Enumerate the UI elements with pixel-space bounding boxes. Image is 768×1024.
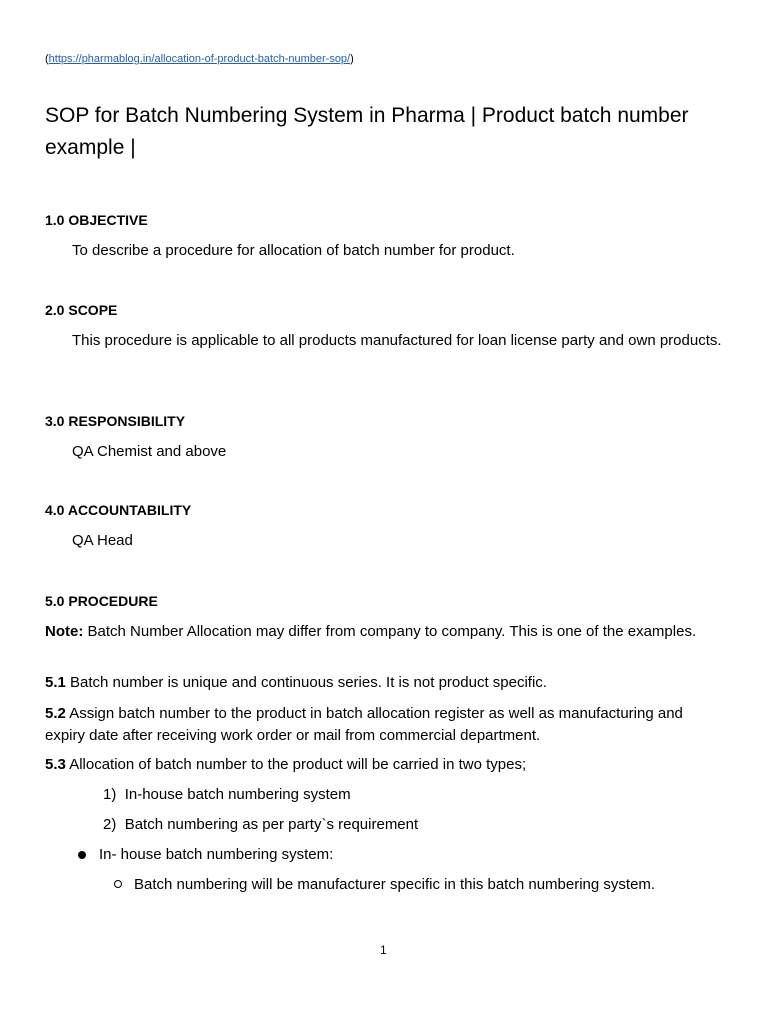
list-number: 2) xyxy=(103,816,117,833)
step-number: 5.3 xyxy=(45,756,66,773)
step-text: Allocation of batch number to the product will be carried in two types; xyxy=(65,756,527,773)
note-text: Batch Number Allocation may differ from company to company. This is one of the examples. xyxy=(83,623,697,640)
numbered-list-item xyxy=(103,784,351,806)
page-number: 1 xyxy=(380,943,387,957)
procedure-step-5-2 xyxy=(45,703,725,747)
sub-bullet-item: Batch numbering will be manufacturer specific in this batch numbering system. xyxy=(134,876,656,893)
bullet-item: In- house batch numbering system: xyxy=(99,846,334,863)
accountability-text: QA Head xyxy=(72,532,133,549)
page-title: SOP for Batch Numbering System in Pharma | Product batch number example | xyxy=(45,104,689,159)
scope-heading: 2.0 SCOPE xyxy=(45,302,118,318)
step-text: Assign batch number to the product in batch allocation register as well as manufacturing and expiry date after receiving work order or mail from commercial department. xyxy=(45,705,683,744)
step-number: 5.2 xyxy=(45,705,66,722)
procedure-note xyxy=(45,621,725,643)
source-url-link[interactable]: https://pharmablog.in/allocation-of-product-batch-number-sop/ xyxy=(48,53,351,65)
paren-open: ( xyxy=(45,53,49,65)
step-text: Batch number is unique and continuous series. It is not product specific. xyxy=(65,674,547,691)
objective-heading: 1.0 OBJECTIVE xyxy=(45,212,148,228)
list-text: In-house batch numbering system xyxy=(124,786,351,803)
list-text: Batch numbering as per party`s requirement xyxy=(124,816,419,833)
responsibility-heading: 3.0 RESPONSIBILITY xyxy=(45,413,186,429)
numbered-list-item xyxy=(103,814,418,836)
procedure-step-5-1 xyxy=(45,672,547,694)
responsibility-text: QA Chemist and above xyxy=(72,443,227,460)
paren-close: ) xyxy=(350,53,354,65)
scope-text: This procedure is applicable to all products manufactured for loan license party and own products. xyxy=(72,332,722,349)
objective-text: To describe a procedure for allocation of batch number for product. xyxy=(72,242,515,259)
note-label: Note: xyxy=(45,623,84,640)
bullet-dot-icon xyxy=(78,851,86,859)
procedure-step-5-3 xyxy=(45,754,526,776)
procedure-heading: 5.0 PROCEDURE xyxy=(45,593,158,609)
hollow-bullet-icon xyxy=(114,880,122,888)
source-link-line xyxy=(45,53,354,65)
step-number: 5.1 xyxy=(45,674,66,691)
list-number: 1) xyxy=(103,786,117,803)
accountability-heading: 4.0 ACCOUNTABILITY xyxy=(45,502,192,518)
